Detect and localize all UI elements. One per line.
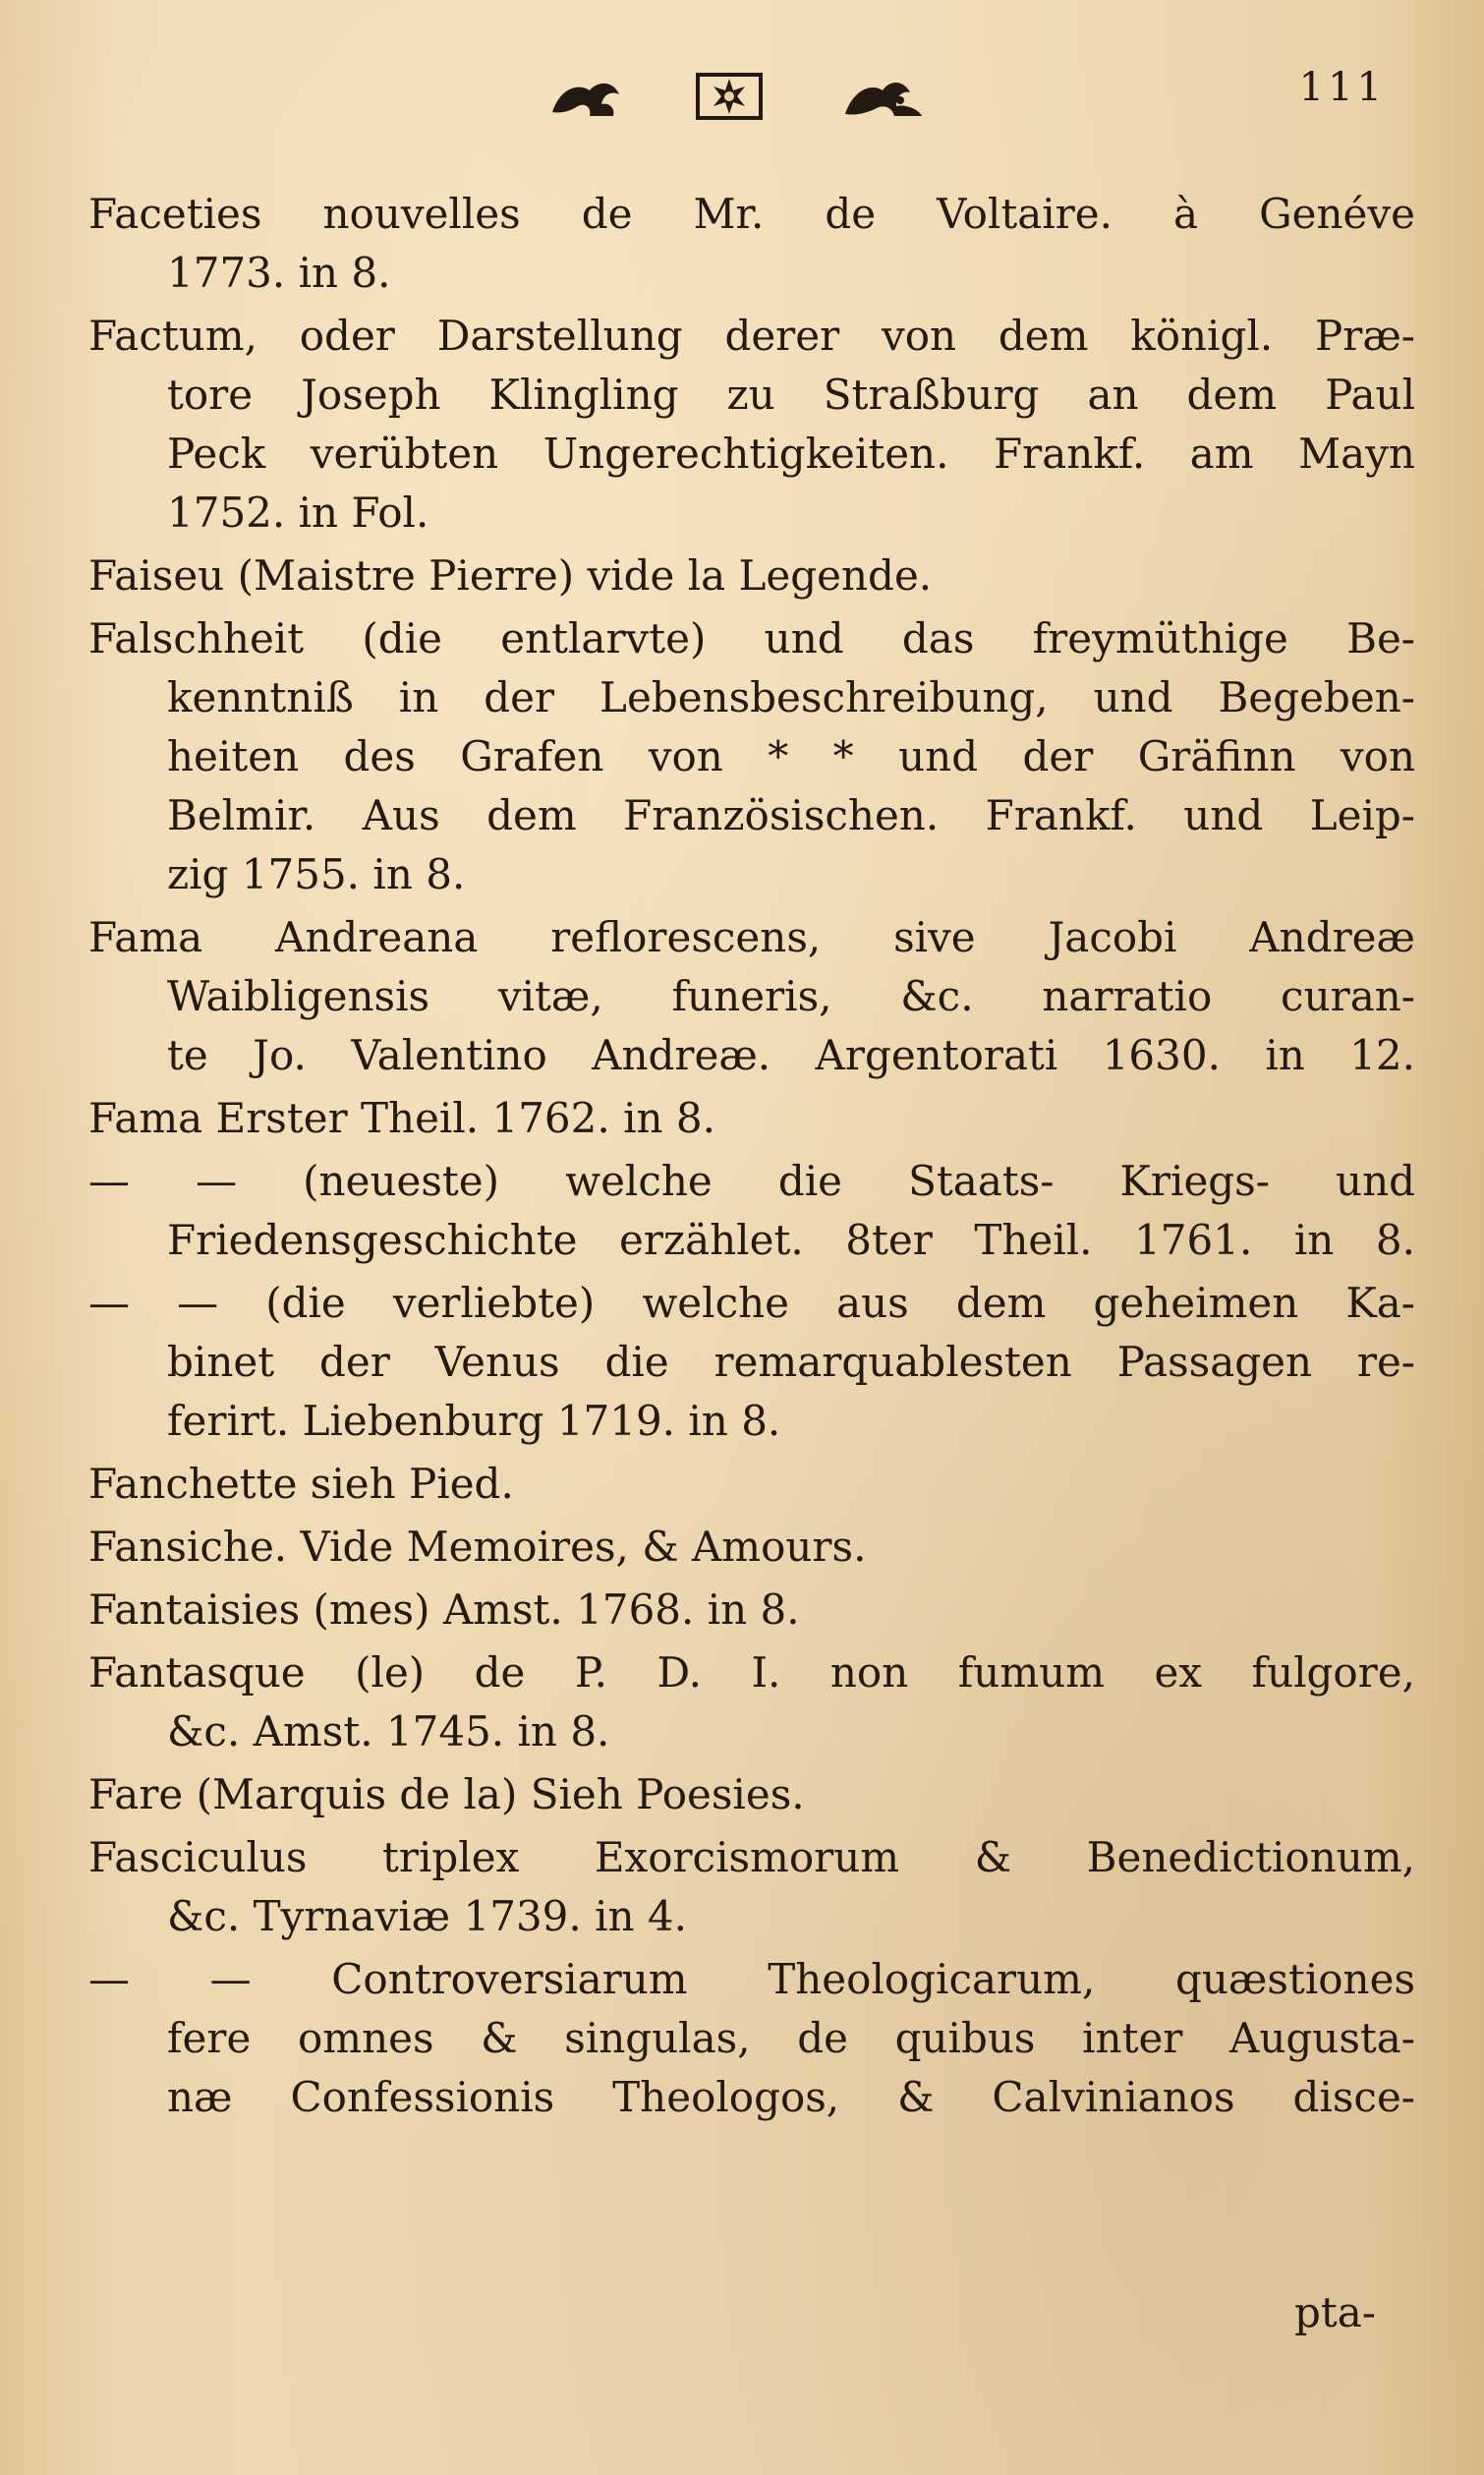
- entry-line: Fantaisies (mes) Amst. 1768. in 8.: [88, 1585, 800, 1634]
- entry-line: Belmir. Aus dem Französischen. Frankf. und Leip-: [167, 791, 1415, 839]
- entry-falschheit: [88, 609, 1415, 904]
- entry-line: Fanchette sieh Pied.: [88, 1460, 514, 1508]
- entry-line: Fasciculus triplex Exorcismorum & Benedictionum,: [88, 1833, 1415, 1881]
- entry-line: Factum, oder Darstellung derer von dem königl. Præ-: [88, 312, 1415, 360]
- entry-fanchette: [88, 1455, 1415, 1514]
- entry-line: Friedensgeschichte erzählet. 8ter Theil. 1761. in 8.: [167, 1216, 1415, 1264]
- entry-line: Peck verübten Ungerechtigkeiten. Frankf. am Mayn: [167, 430, 1415, 478]
- entry-line: &c. Amst. 1745. in 8.: [167, 1707, 610, 1756]
- entry-line: Fantasque (le) de P. D. I. non fumum ex fulgore,: [88, 1648, 1415, 1697]
- entry-line: Fama Erster Theil. 1762. in 8.: [88, 1094, 715, 1142]
- entry-line: 1752. in Fol.: [167, 489, 429, 537]
- entry-line: kenntniß in der Lebensbeschreibung, und Begeben-: [167, 673, 1415, 721]
- catchword: pta-: [1294, 2288, 1376, 2336]
- entry-list: [88, 185, 1415, 2131]
- entry-line: Fare (Marquis de la) Sieh Poesies.: [88, 1770, 805, 1818]
- entry-line: Fansiche. Vide Memoires, & Amours.: [88, 1523, 867, 1571]
- page-number: 111: [1298, 65, 1386, 110]
- entry-line: zig 1755. in 8.: [167, 850, 466, 898]
- entry-line: 1773. in 8.: [167, 249, 391, 297]
- entry-line: te Jo. Valentino Andreæ. Argentorati 1630. in 12.: [167, 1031, 1415, 1079]
- entry-line: Fama Andreana reflorescens, sive Jacobi Andreæ: [88, 913, 1415, 961]
- entry-line: binet der Venus die remarquablesten Passagen re-: [167, 1338, 1415, 1386]
- entry-fasciculus: [88, 1828, 1415, 1946]
- printer-ornament-icon: [550, 69, 924, 124]
- entry-fantasque: [88, 1643, 1415, 1761]
- entry-faiseu: [88, 547, 1415, 605]
- entry-fama-neueste: [88, 1152, 1415, 1270]
- entry-factum: [88, 307, 1415, 543]
- page-header: [0, 61, 1484, 130]
- entry-line: heiten des Grafen von * * und der Gräfinn von: [167, 732, 1415, 780]
- entry-fansiche: [88, 1518, 1415, 1577]
- entry-fama-andreana: [88, 908, 1415, 1085]
- entry-line: fere omnes & singulas, de quibus inter Augusta-: [167, 2014, 1415, 2062]
- entry-controversiarum: [88, 1950, 1415, 2127]
- entry-line: — — (die verliebte) welche aus dem geheimen Ka-: [88, 1279, 1415, 1327]
- entry-fama-verliebte: [88, 1274, 1415, 1451]
- entry-line: tore Joseph Klingling zu Straßburg an dem Paul: [167, 371, 1415, 419]
- entry-line: næ Confessionis Theologos, & Calvinianos disce-: [167, 2073, 1415, 2121]
- entry-fare: [88, 1765, 1415, 1824]
- entry-line: Falschheit (die entlarvte) und das freymüthige Be-: [88, 614, 1415, 662]
- entry-line: Faiseu (Maistre Pierre) vide la Legende.: [88, 551, 933, 600]
- entry-line: Waibligensis vitæ, funeris, &c. narratio curan-: [167, 972, 1415, 1020]
- entry-line: — — (neueste) welche die Staats- Kriegs- und: [88, 1157, 1415, 1205]
- entry-line: — — Controversiarum Theologicarum, quæstiones: [88, 1955, 1415, 2003]
- entry-line: ferirt. Liebenburg 1719. in 8.: [167, 1397, 781, 1445]
- entry-fantaisies: [88, 1581, 1415, 1640]
- entry-fama-erster: [88, 1089, 1415, 1148]
- entry-line: &c. Tyrnaviæ 1739. in 4.: [167, 1892, 687, 1940]
- entry-faceties: [88, 185, 1415, 303]
- entry-line: Faceties nouvelles de Mr. de Voltaire. à Genéve: [88, 190, 1415, 238]
